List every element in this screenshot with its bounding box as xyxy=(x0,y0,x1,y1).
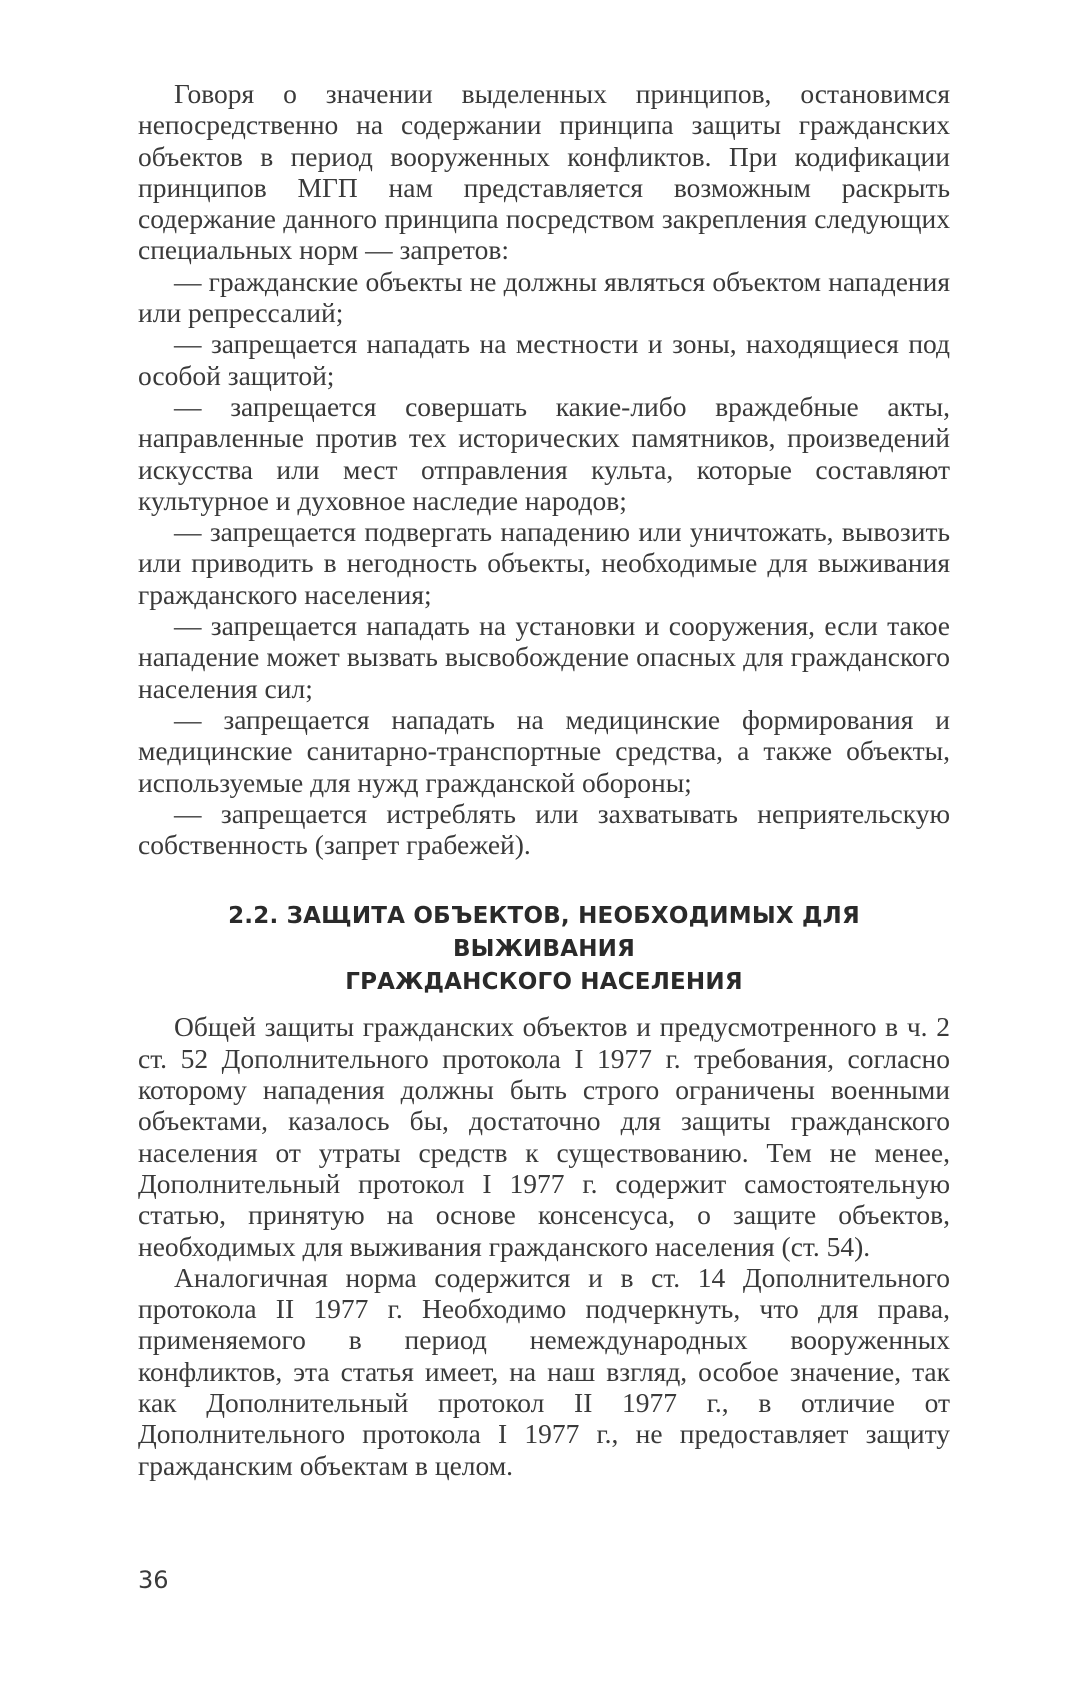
prohibition-item: — запрещается нападать на медицинские формирования и медицинские санитарно-транспортные средства, а также объекты, используемые для нужд гражданской обороны; xyxy=(138,703,950,798)
prohibition-item: — запрещается нападать на местности и зоны, находящиеся под особой защитой; xyxy=(138,328,950,391)
section-heading-line-2: ГРАЖДАНСКОГО НАСЕЛЕНИЯ xyxy=(345,969,743,996)
section-paragraph-1: Общей защиты гражданских объектов и предусмотренного в ч. 2 ст. 52 Дополнительного протокола I 1977 г. требования, согласно которому нападения должны быть строго ограничены военными объектами, казалось бы, достаточно для защиты гражданского населения от утраты средств к существованию. Тем не менее, Дополнительный протокол I 1977 г. содержит самостоятельную статью, принятую на основе консенсуса, о защите объектов, необходимых для выживания гражданского населения (ст. 54). xyxy=(138,1011,950,1262)
prohibition-item: — запрещается нападать на установки и сооружения, если такое нападение может вызвать высвобождение опасных для гражданского населения сил; xyxy=(138,610,950,704)
section-heading xyxy=(138,900,950,999)
page-number: 36 xyxy=(138,1566,169,1594)
section-heading-line-1: 2.2. ЗАЩИТА ОБЪЕКТОВ, НЕОБХОДИМЫХ ДЛЯ ВЫЖИВАНИЯ xyxy=(228,903,860,963)
prohibition-item: — запрещается подвергать нападению или уничтожать, вывозить или приводить в негодность объекты, необходимые для выживания гражданского населения; xyxy=(138,516,950,610)
prohibition-item: — запрещается совершать какие-либо враждебные акты, направленные против тех исторических памятников, произведений искусства или мест отправления культа, которые составляют культурное и духовное наследие народов; xyxy=(138,390,950,516)
prohibition-item: — гражданские объекты не должны являться объектом нападения или репрессалий; xyxy=(138,265,950,329)
prohibition-item: — запрещается истреблять или захватывать неприятельскую собственность (запрет грабежей). xyxy=(138,797,950,861)
prohibitions-list xyxy=(138,266,950,861)
section-paragraph-2: Аналогичная норма содержится и в ст. 14 Дополнительного протокола II 1977 г. Необходимо подчеркнуть, что для права, применяемого в период немеждународных вооруженных конфликтов, эта статья имеет, на наш взгляд, особое значение, так как Дополнительный протокол II 1977 г., в отличие от Дополнительного протокола I 1977 г., не предоставляет защиту гражданским объектам в целом. xyxy=(138,1261,950,1481)
intro-paragraph: Говоря о значении выделенных принципов, остановимся непосредственно на содержании принципа защиты гражданских объектов в период вооруженных конфликтов. При кодификации принципов МГП нам представляется возможным раскрыть содержание данного принципа посредством закрепления следующих специальных норм — запретов: xyxy=(138,78,950,266)
page-body xyxy=(138,78,950,1481)
